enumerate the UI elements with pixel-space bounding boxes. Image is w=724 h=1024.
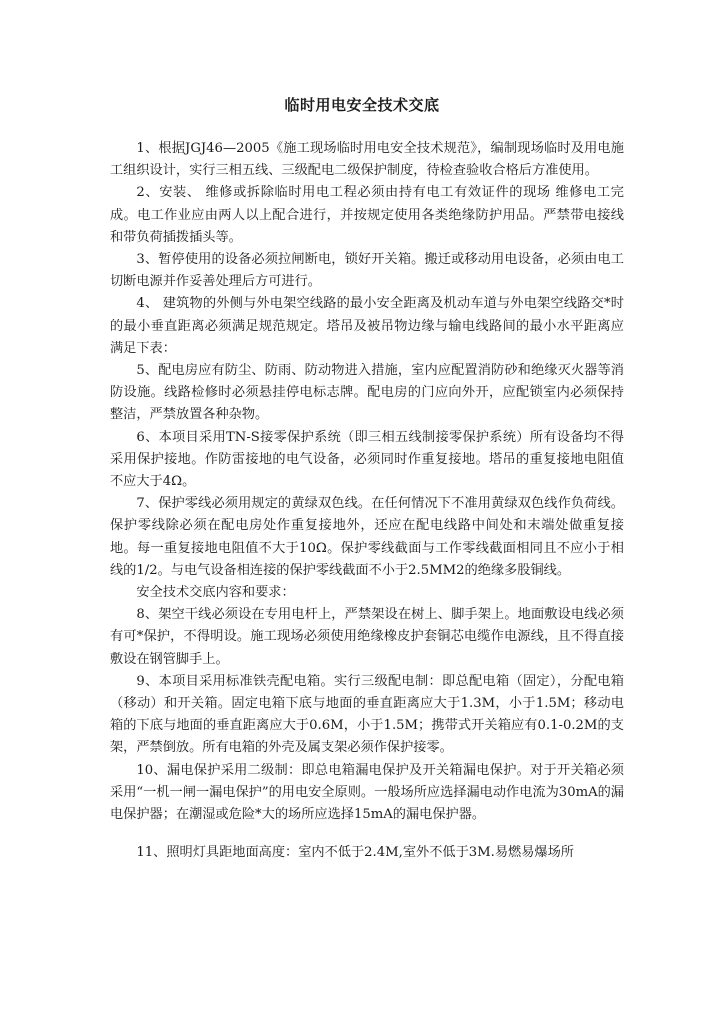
document-body <box>110 138 624 865</box>
paragraph-1: 1、根据JGJ46—2005《施工现场临时用电安全技术规范》，编制现场临时及用电施工组织设计，实行三相五线、三级配电二级保护制度，待检查验收合格后方准使用。 <box>110 141 624 179</box>
paragraph-2: 2、安装、 维修或拆除临时用电工程必须由持有电工有效证件的现场 维修电工完成。电工作业应由两人以上配合进行，并按规定使用各类绝缘防护用品。严禁带电接线和带负荷插拨插头等。 <box>110 185 624 245</box>
section-heading: 安全技术交底内容和要求： <box>136 585 295 601</box>
paragraph-10: 10、漏电保护采用二级制：即总电箱漏电保护及开关箱漏电保护。对于开关箱必须采用“一机一闸一漏电保护”的用电安全原则。一般场所应选择漏电动作电流为30mA的漏电保护器；在潮湿或危险*大的场所应选择15mA的漏电保护器。 <box>110 762 624 823</box>
page-title: 临时用电安全技术交底 <box>284 96 440 114</box>
paragraph-9: 9、本项目采用标准铁壳配电箱。实行三级配电制：即总配电箱（固定），分配电箱（移动）和开关箱。固定电箱下底与地面的垂直距离应大于1.3M，小于1.5M；移动电箱的下底与地面的垂直距离应大于0.6M，小于1.5M；携带式开关箱应有0.1-0.2M的支架，严禁倒放。所有电箱的外壳及属支架必须作保护接零。 <box>110 673 624 756</box>
paragraph-11: 11、照明灯具距地面高度：室内不低于2.4M,室外不低于3M.易燃易爆场所 <box>136 845 574 861</box>
paragraph-8: 8、架空干线必须设在专用电杆上，严禁架设在树上、脚手架上。地面敷设电线必须有可*保护，不得明设。施工现场必须使用绝缘橡皮护套铜芯电缆作电源线，且不得直接敷设在钢管脚手上。 <box>110 607 624 667</box>
paragraph-7: 7、保护零线必须用规定的黄绿双色线。在任何情况下不准用黄绿双色线作负荷线。保护零线除必须在配电房处作重复接地外，还应在配电线路中间处和末端处做重复接地。每一重复接地电阻值不大于10Ω。保护零线截面与工作零线截面相同且不应小于相线的1/2。与电气设备相连接的保护零线截面不小于2.5MM2的绝缘多股铜线。 <box>110 496 624 578</box>
paragraph-4: 4、 建筑物的外侧与外电架空线路的最小安全距离及机动车道与外电架空线路交*时的最小垂直距离必须满足规范规定。塔吊及被吊物边缘与输电线路间的最小水平距离应满足下表： <box>110 296 624 356</box>
paragraph-3: 3、暂停使用的设备必须拉闸断电，锁好开关箱。搬迁或移动用电设备，必须由电工切断电源并作妥善处理后方可进行。 <box>110 252 624 290</box>
paragraph-5: 5、配电房应有防尘、防雨、防动物进入措施，室内应配置消防砂和绝缘灭火器等消防设施。线路检修时必须悬挂停电标志牌。配电房的门应向外开，应配锁室内必须保持整洁，严禁放置各种杂物。 <box>110 363 624 423</box>
paragraph-6: 6、本项目采用TN-S接零保护系统（即三相五线制接零保护系统）所有设备均不得采用保护接地。作防雷接地的电气设备，必须同时作重复接地。塔吊的重复接地电阻值不应大于4Ω。 <box>110 429 624 490</box>
